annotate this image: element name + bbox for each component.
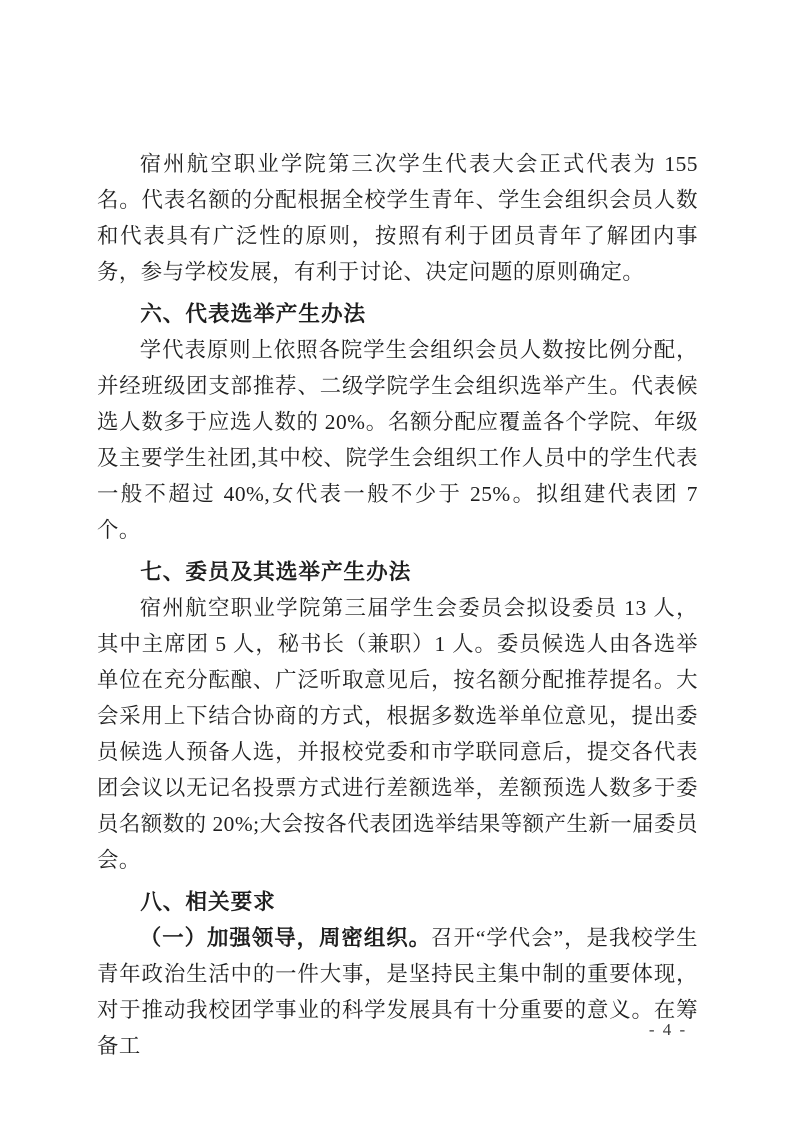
- section-6-paragraph: 学代表原则上依照各院学生会组织会员人数按比例分配，并经班级团支部推荐、二级学院学生会组织选举产生。代表候选人数多于应选人数的 20%。名额分配应覆盖各个学院、年级及主要学生社团,其中校、院学生会组织工作人员中的学生代表一般不超过 40%,女代表一般不少于 25%。拟组建代表团 7 个。: [97, 338, 698, 542]
- section-7-paragraph: 宿州航空职业学院第三届学生会委员会拟设委员 13 人，其中主席团 5 人，秘书长（兼职）1 人。委员候选人由各选举单位在充分酝酿、广泛听取意见后，按名额分配推荐提名。大会采用上下结合协商的方式，根据多数选举单位意见，提出委员候选人预备人选，并报校党委和市学联同意后，提交各代表团会议以无记名投票方式进行差额选举，差额预选人数多于委员名额数的 20%;大会按各代表团选举结果等额产生新一届委员会。: [97, 596, 698, 872]
- section-8-lead-sentence: （一）加强领导，周密组织。: [139, 926, 432, 950]
- section-heading-6: 六、代表选举产生办法: [140, 301, 367, 326]
- section-heading-8: 八、相关要求: [140, 889, 276, 914]
- page-number: - 4 -: [648, 1020, 688, 1039]
- section-8-body-text: 召开“学代会”，是我校学生青年政治生活中的一件大事，是坚持民主集中制的重要体现，对于推动我校团学事业的科学发展具有十分重要的意义。在筹备工: [97, 926, 698, 1058]
- document-body: [97, 146, 698, 1064]
- section-heading-7: 七、委员及其选举产生办法: [140, 559, 412, 584]
- intro-paragraph: 宿州航空职业学院第三次学生代表大会正式代表为 155 名。代表名额的分配根据全校学生青年、学生会组织会员人数和代表具有广泛性的原则，按照有利于团员青年了解团内事务，参与学校发展，有利于讨论、决定问题的原则确定。: [97, 152, 698, 284]
- section-8-paragraph: [97, 920, 698, 1064]
